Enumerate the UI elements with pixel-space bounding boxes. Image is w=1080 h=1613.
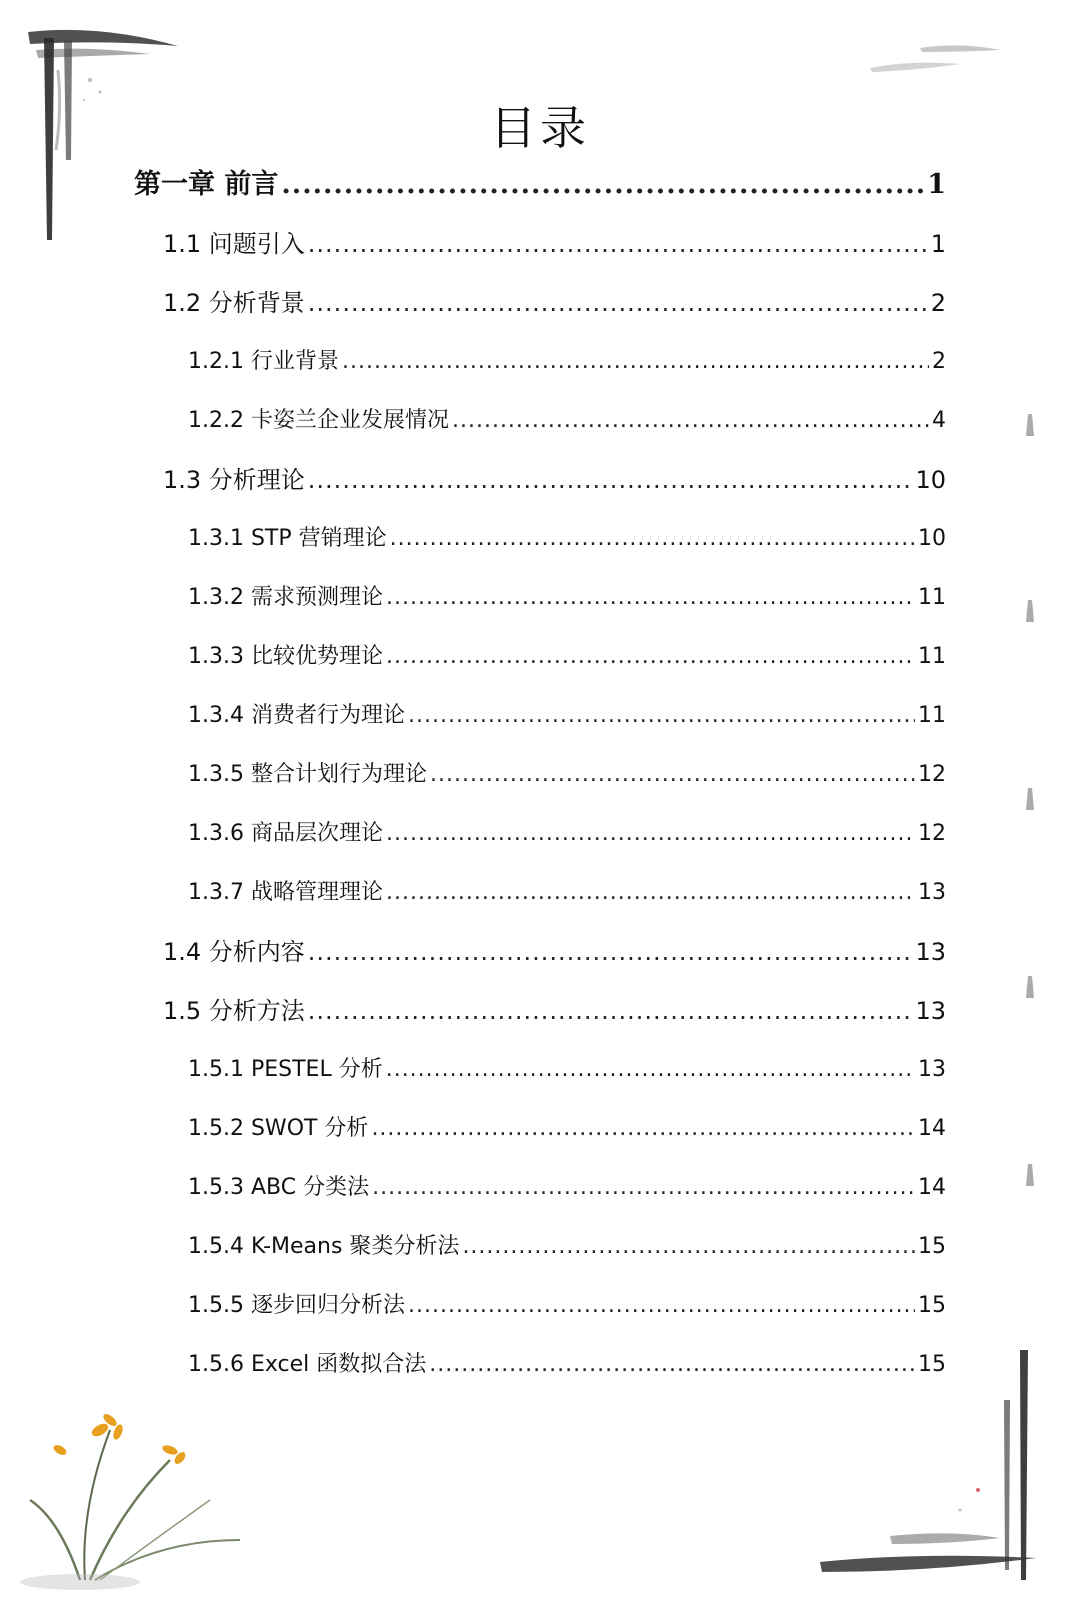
toc-entry-1-3-2[interactable] xyxy=(188,578,946,618)
toc-dot-leader xyxy=(430,755,915,795)
toc-entry-1-4[interactable] xyxy=(163,932,946,972)
toc-dot-leader xyxy=(281,165,924,205)
toc-dot-leader xyxy=(386,814,915,854)
toc-entry-label: 1.3.6 商品层次理论 xyxy=(188,821,383,846)
toc-entry-page-number: 12 xyxy=(918,821,946,846)
toc-entry-1-2-2[interactable] xyxy=(188,401,946,441)
toc-entry-1-3-1[interactable] xyxy=(188,519,946,559)
toc-entry-page-number: 12 xyxy=(918,762,946,787)
toc-entry-page-number: 1 xyxy=(927,169,946,200)
toc-entry-page-number: 15 xyxy=(918,1293,946,1318)
toc-entry-label: 1.5.4 K-Means 聚类分析法 xyxy=(188,1234,460,1259)
toc-entry-1-5-2[interactable] xyxy=(188,1109,946,1149)
toc-entry-page-number: 10 xyxy=(915,466,946,494)
toc-entry-label: 1.3 分析理论 xyxy=(163,466,305,494)
toc-entry-1-3-3[interactable] xyxy=(188,637,946,677)
toc-entry-page-number: 10 xyxy=(918,526,946,551)
toc-dot-leader xyxy=(462,1227,915,1267)
toc-dot-leader xyxy=(386,637,915,677)
toc-dot-leader xyxy=(390,519,915,559)
toc-entry-label: 1.1 问题引入 xyxy=(163,230,305,258)
toc-entry-1-5-4[interactable] xyxy=(188,1227,946,1267)
toc-dot-leader xyxy=(452,401,929,441)
toc-entry-label: 1.2 分析背景 xyxy=(163,289,305,317)
toc-entry-label: 1.5 分析方法 xyxy=(163,997,305,1025)
toc-dot-leader xyxy=(386,873,915,913)
toc-entry-label: 1.3.4 消费者行为理论 xyxy=(188,703,405,728)
toc-entry-label: 1.3.1 STP 营销理论 xyxy=(188,526,387,551)
toc-dot-leader xyxy=(429,1345,915,1385)
toc-dot-leader xyxy=(371,1109,915,1149)
toc-entry-1-5-3[interactable] xyxy=(188,1168,946,1208)
toc-entry-page-number: 4 xyxy=(932,408,946,433)
toc-entry-page-number: 11 xyxy=(918,644,946,669)
toc-entry-1-5-5[interactable] xyxy=(188,1286,946,1326)
toc-entry-label: 第一章 前言 xyxy=(134,169,279,200)
toc-dot-leader xyxy=(308,460,913,500)
toc-entry-label: 1.5.2 SWOT 分析 xyxy=(188,1116,369,1141)
toc-entry-page-number: 13 xyxy=(915,938,946,966)
toc-entry-page-number: 2 xyxy=(930,289,946,317)
toc-entry-label: 1.3.7 战略管理理论 xyxy=(188,880,383,905)
toc-dot-leader xyxy=(308,991,913,1031)
toc-entry-label: 1.5.6 Excel 函数拟合法 xyxy=(188,1352,427,1377)
toc-dot-leader xyxy=(408,696,915,736)
toc-entry-label: 1.3.5 整合计划行为理论 xyxy=(188,762,427,787)
toc-entry-page-number: 15 xyxy=(918,1234,946,1259)
toc-entry-label: 1.4 分析内容 xyxy=(163,938,305,966)
toc-entry-label: 1.5.1 PESTEL 分析 xyxy=(188,1057,383,1082)
toc-entry-label: 1.2.1 行业背景 xyxy=(188,349,339,374)
toc-entry-1-3-7[interactable] xyxy=(188,873,946,913)
toc-dot-leader xyxy=(308,932,913,972)
toc-dot-leader xyxy=(342,342,929,382)
toc-entry-page-number: 2 xyxy=(932,349,946,374)
toc-dot-leader xyxy=(386,1050,915,1090)
toc-dot-leader xyxy=(408,1286,915,1326)
toc-dot-leader xyxy=(308,224,928,264)
toc-entry-label: 1.3.3 比较优势理论 xyxy=(188,644,383,669)
toc-entry-1-1[interactable] xyxy=(163,224,946,264)
toc-entry-1-5-1[interactable] xyxy=(188,1050,946,1090)
toc-entry-label: 1.3.2 需求预测理论 xyxy=(188,585,383,610)
toc-entry-1-5-6[interactable] xyxy=(188,1345,946,1385)
toc-entry-page-number: 1 xyxy=(930,230,946,258)
toc-entry-1-5[interactable] xyxy=(163,991,946,1031)
toc-entry-chapter-1[interactable] xyxy=(134,165,946,205)
toc-entry-1-3[interactable] xyxy=(163,460,946,500)
toc-entry-1-3-5[interactable] xyxy=(188,755,946,795)
toc-entry-1-3-4[interactable] xyxy=(188,696,946,736)
toc-entry-page-number: 13 xyxy=(918,880,946,905)
ink-wash-top-right-decoration xyxy=(860,30,1020,90)
toc-entry-label: 1.2.2 卡姿兰企业发展情况 xyxy=(188,408,449,433)
toc-entry-1-2[interactable] xyxy=(163,283,946,323)
toc-entry-page-number: 13 xyxy=(918,1057,946,1082)
page-title: 目录 xyxy=(490,101,590,155)
orchid-flower-decoration xyxy=(20,1390,260,1590)
toc-entry-page-number: 13 xyxy=(915,997,946,1025)
toc-entry-page-number: 11 xyxy=(918,703,946,728)
toc-entry-label: 1.5.5 逐步回归分析法 xyxy=(188,1293,405,1318)
toc-entry-page-number: 14 xyxy=(918,1175,946,1200)
toc-entry-1-2-1[interactable] xyxy=(188,342,946,382)
toc-dot-leader xyxy=(372,1168,915,1208)
toc-dot-leader xyxy=(308,283,928,323)
toc-entry-page-number: 11 xyxy=(918,585,946,610)
toc-entry-label: 1.5.3 ABC 分类法 xyxy=(188,1175,370,1200)
ink-marks-right-margin-decoration xyxy=(1018,400,1042,1200)
toc-entry-page-number: 15 xyxy=(918,1352,946,1377)
toc-entry-1-3-6[interactable] xyxy=(188,814,946,854)
toc-entry-page-number: 14 xyxy=(918,1116,946,1141)
toc-dot-leader xyxy=(386,578,915,618)
